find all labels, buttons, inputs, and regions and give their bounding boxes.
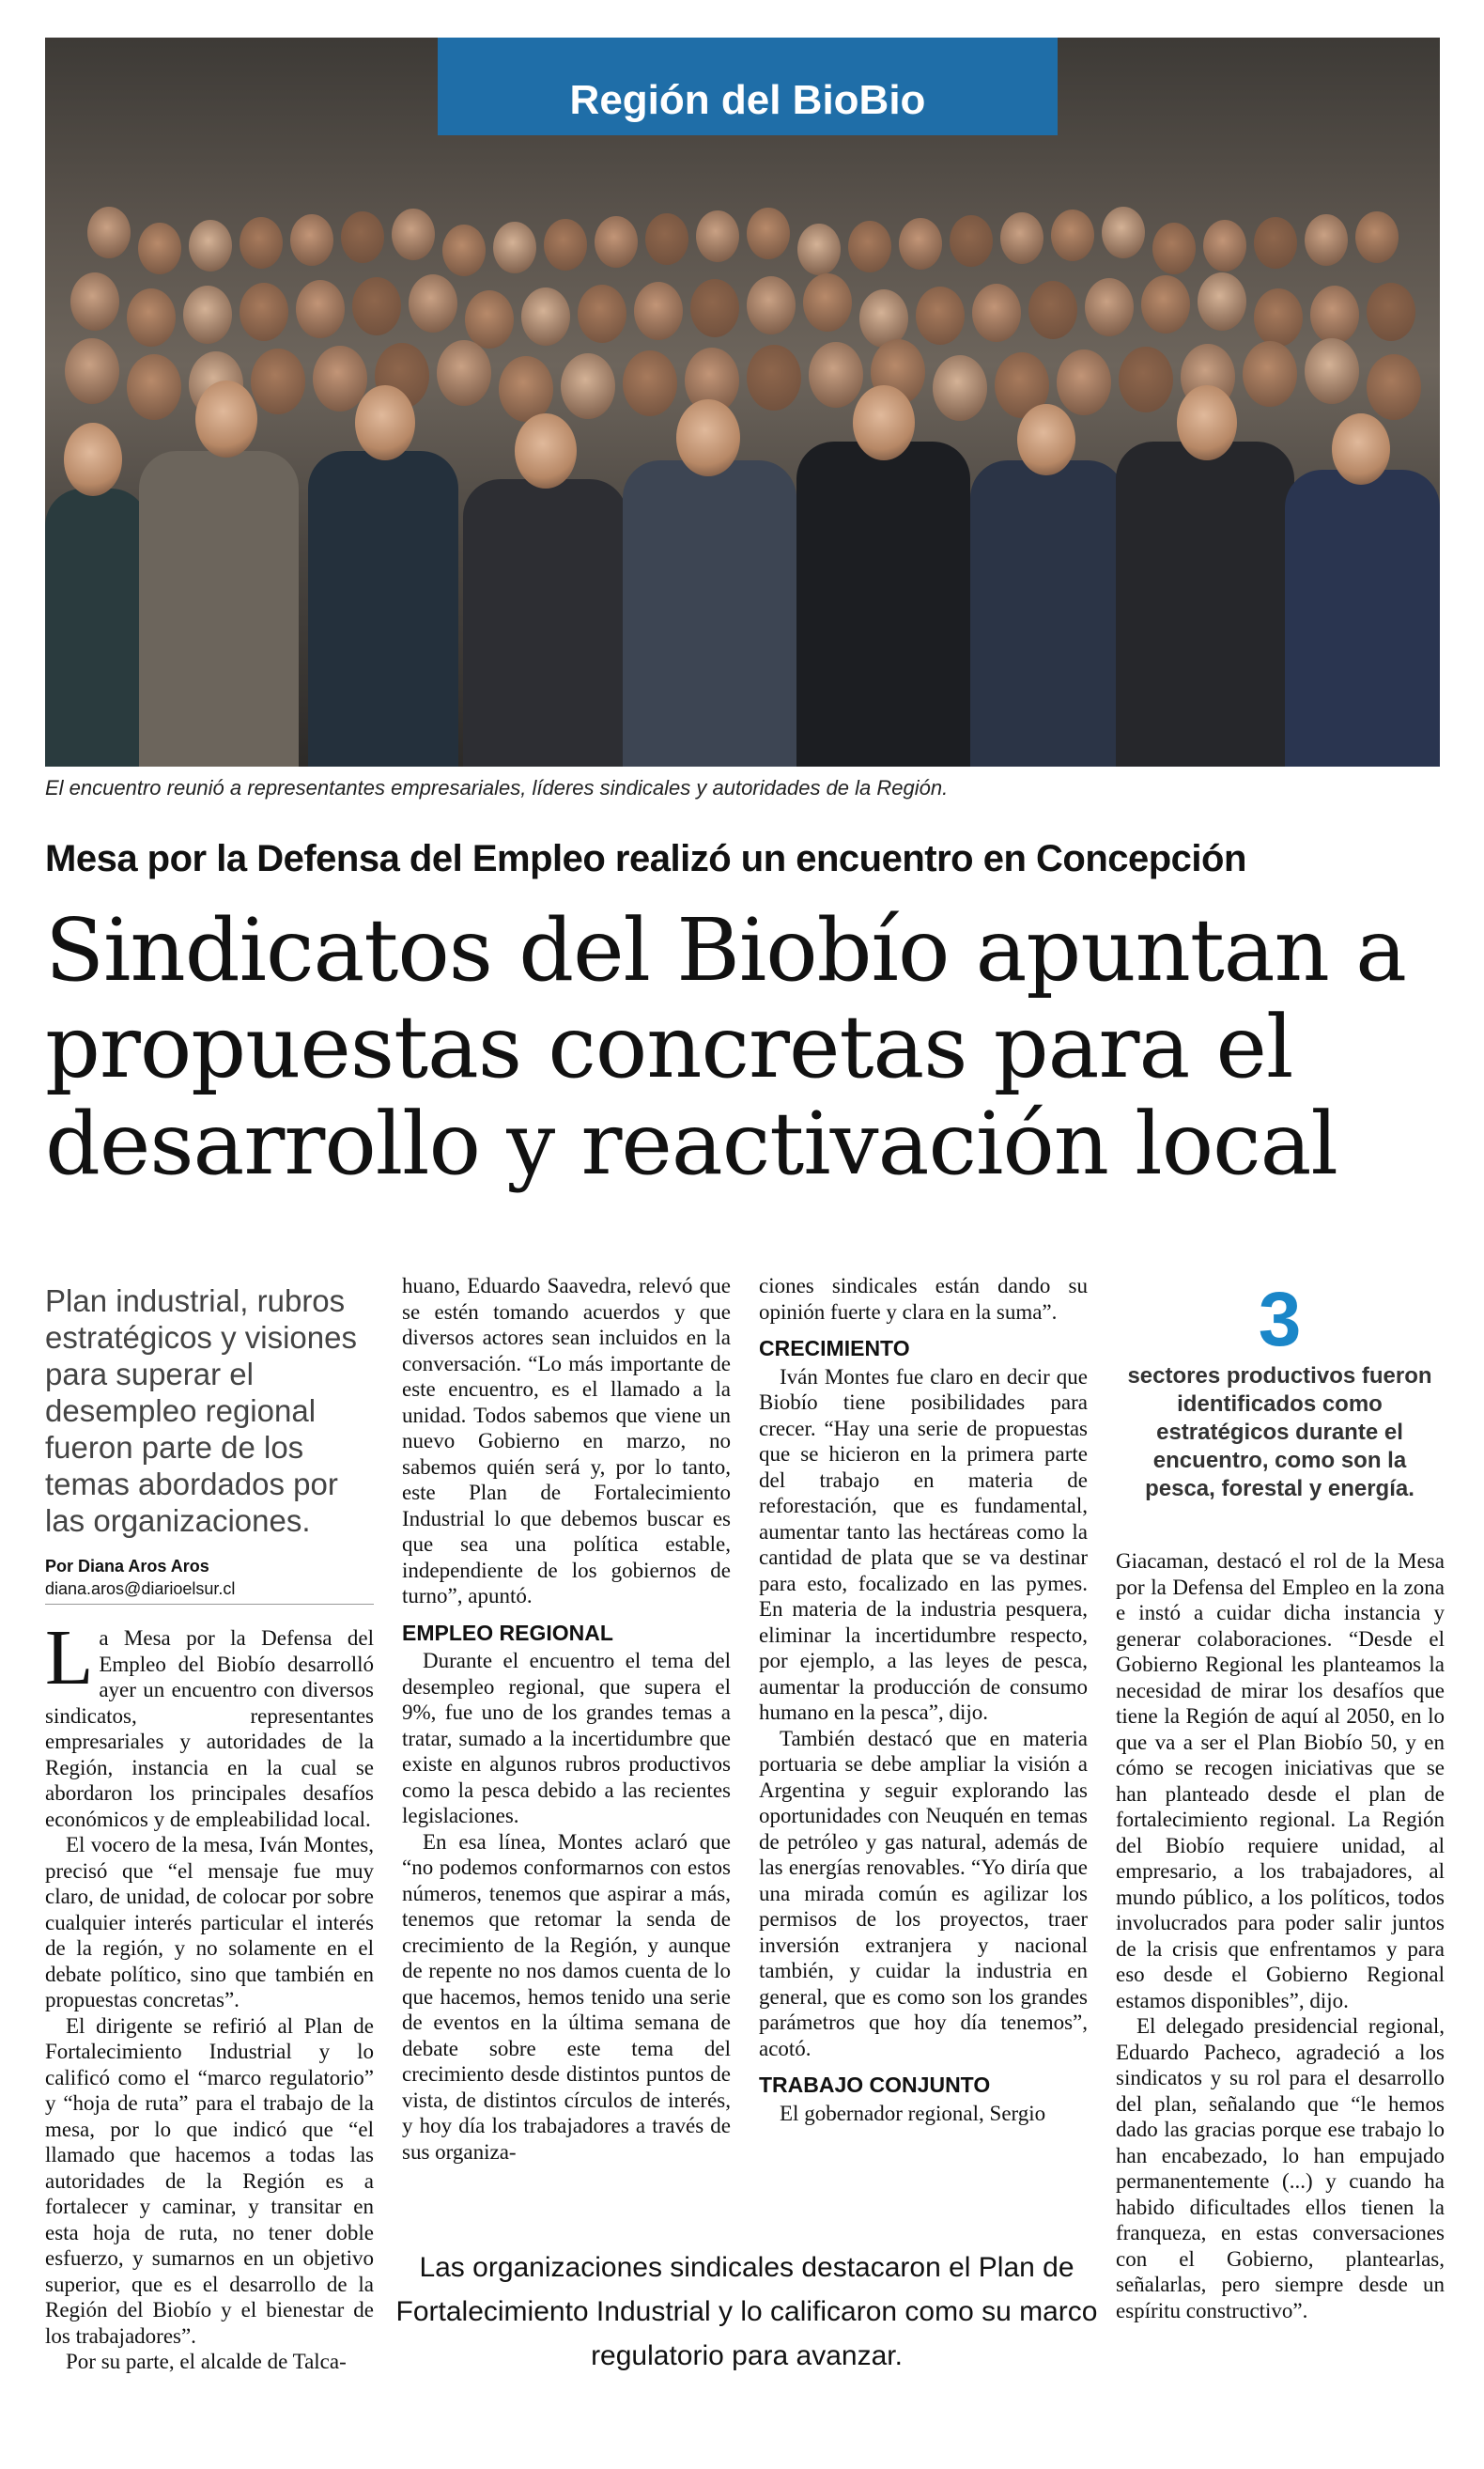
- person-head: [355, 385, 415, 460]
- person-shape: [45, 489, 148, 767]
- paragraph: También destacó que en materia portuaria se debe ampliar la visión a Argentina y seguir explorando las oportunidades con Neuquén en temas de petróleo y gas natural, además de las energías renovables. “Yo diría que una mirada común es agilizar los permisos de los proyectos, traer inversión extranjera y nacional también, y cuidar la industria en general, que es como son los grandes parámetros que hoy día tenemos”, acotó.: [759, 1726, 1088, 2060]
- person-head: [1017, 404, 1075, 475]
- crowd-head: [848, 221, 891, 272]
- crowd-head: [578, 285, 626, 343]
- byline: [45, 1555, 374, 1605]
- crowd-head: [65, 338, 119, 404]
- person-head: [853, 385, 915, 460]
- paragraph: En esa línea, Montes aclaró que “no podemos conformarnos con estos números, tenemos que aspirar a más, tenemos que retomar la senda de crecimiento de la Región, y aunque de repente no nos damos cuenta de lo que hacemos, hemos tenido una serie de eventos en la última semana de debate sobre este tema del crecimiento desde distintos puntos de vista, de distintos círculos de interés, y hoy día los trabajadores a través de sus organiza-: [402, 1829, 731, 2164]
- person-shape: [139, 451, 299, 767]
- paragraph: La Mesa por la Defensa del Empleo del Biobío desarrolló ayer un encuentro con diversos sindicatos, representantes empresariales y autoridades de la Región, instancia en la cual se abordaron los principales desafíos económicos y de empleabilidad local.: [45, 1614, 374, 1831]
- person-shape: [463, 479, 627, 767]
- article-column-1: [45, 1614, 374, 2375]
- crowd-head: [442, 225, 486, 276]
- person-shape: [623, 460, 796, 767]
- crowd-head: [70, 272, 119, 331]
- crowd-head: [392, 209, 435, 260]
- crowd-head: [747, 345, 801, 411]
- person-head: [1177, 385, 1237, 460]
- crowd-head: [803, 273, 852, 332]
- paragraph: ciones sindicales están dando su opinión fuerte y clara en la suma”.: [759, 1274, 1088, 1324]
- article-column-2: [402, 1273, 731, 2165]
- crowd-head: [499, 356, 553, 422]
- paragraph: El delegado presidencial regional, Eduardo Pacheco, agradeció a los sindicatos y su rol para el desarrollo del plan, señalando que “le hemos dado las gracias porque ese trabajo lo han encabezado, lo han empujado permanentemente (...) y cuando ha habido dificultades ellos tienen la franqueza, en estas conversaciones con el Gobierno, plantearlas, señalarlas, pero siempre desde un espíritu constructivo”.: [1116, 2014, 1445, 2322]
- person-shape: [1116, 442, 1294, 767]
- crowd-head: [183, 286, 232, 344]
- crowd-head: [1305, 338, 1359, 404]
- crowd-head: [240, 217, 283, 269]
- crowd-head: [1203, 220, 1246, 272]
- crowd-head: [127, 354, 181, 420]
- crowd-head: [747, 276, 796, 334]
- crowd-head: [696, 210, 739, 262]
- subheading-crecimiento: CRECIMIENTO: [759, 1336, 910, 1360]
- crowd-head: [1367, 354, 1421, 420]
- crowd-head: [1305, 214, 1348, 266]
- crowd-head: [623, 350, 677, 416]
- crowd-head: [290, 214, 333, 266]
- crowd-head: [251, 349, 305, 414]
- crowd-head: [1000, 212, 1043, 264]
- crowd-head: [87, 207, 131, 258]
- crowd-head: [809, 342, 863, 408]
- article-deck: Plan industrial, rubros estratégicos y visiones para superar el desempleo regional fueron parte de los temas abordados por las organizaciones.: [45, 1283, 357, 1538]
- person-shape: [970, 460, 1125, 767]
- crowd-head: [1243, 341, 1297, 407]
- subheading-trabajo-conjunto: TRABAJO CONJUNTO: [759, 2073, 991, 2097]
- paragraph: El vocero de la mesa, Iván Montes, precisó que “el mensaje fue muy claro, de unidad, de colocar por sobre cualquier interés particular el interés de la región, y no solamente en el debate político, sino que también en propuestas concretas”.: [45, 1833, 374, 2011]
- person-shape: [1285, 470, 1440, 767]
- person-head: [195, 380, 257, 458]
- person-head: [515, 413, 577, 489]
- event-banner: [438, 38, 1058, 135]
- crowd-mid-row: [45, 272, 1440, 349]
- crowd-head: [1051, 210, 1094, 261]
- crowd-head: [634, 282, 683, 340]
- crowd-head: [1367, 283, 1415, 341]
- article-headline: Sindicatos del Biobío apuntan a propuestas concretas para el desarrollo y reactivación local: [45, 900, 1406, 1194]
- pull-quote: Las organizaciones sindicales destacaron el Plan de Fortalecimiento Industrial y lo calificaron como su marco regulatorio para avanzar.: [395, 2252, 1098, 2371]
- crowd-head: [916, 287, 965, 345]
- crowd-head: [933, 355, 987, 421]
- crowd-head: [1355, 211, 1399, 263]
- crowd-head: [899, 218, 942, 270]
- person-head: [676, 399, 740, 476]
- crowd-head: [341, 211, 384, 263]
- crowd-head: [409, 274, 457, 333]
- person-shape: [796, 442, 970, 767]
- crowd-head: [1152, 223, 1196, 274]
- paragraph: Iván Montes fue claro en decir que Biobío tiene posibilidades para crecer. “Hay una serie de propuestas que se hicieron en la primera parte del trabajo en materia de reforestación, que es fundamental, aumentar tanto las hectáreas como la cantidad de plata que se va destinar para esto, focalizado en las pymes. En materia de la industria pesquera, eliminar la incertidumbre respecto, por ejemplo, a las leyes de pesca, aumentar la producción de consumo humano en la pesca”, dijo.: [759, 1364, 1088, 1724]
- person-head: [64, 423, 122, 496]
- crowd-head: [690, 279, 739, 337]
- crowd-head: [595, 216, 638, 268]
- crowd-head: [296, 280, 345, 338]
- crowd-head: [521, 287, 570, 346]
- crowd-head: [950, 215, 993, 267]
- crowd-head: [189, 220, 232, 272]
- paragraph: Giacaman, destacó el rol de la Mesa por la Defensa del Empleo en la zona e instó a cuidar dicha instancia y generar colaboraciones. “Desde el Gobierno Regional les planteamos la necesidad de mirar los desafíos que tiene la Región de aquí al 2050, en lo que va a ser el Plan Biobío 50, y en cómo se recogen iniciativas que se han planteado desde el plan de fortalecimiento regional. La Región del Biobío requiere unidad, al empresario, a los trabajadores, al mundo público, a los políticos, todos involucrados para poder salir juntos de la crisis que enfrentamos y para eso desde el Gobierno Regional estamos disponibles”, dijo.: [1116, 1549, 1445, 2012]
- paragraph: huano, Eduardo Saavedra, relevó que se estén tomando acuerdos y que diversos actores sean incluidos en la conversación. “Lo más importante de este encuentro, es el llamado a la unidad. Todos sabemos que viene un nuevo Gobierno en marzo, no sabemos quién será y, por lo tanto, este Plan de Fortalecimiento Industrial lo que debemos buscar es que sea una política estable, independiente de los gobiernos de turno”, apuntó.: [402, 1274, 731, 1607]
- article-kicker: Mesa por la Defensa del Empleo realizó un encuentro en Concepción: [45, 838, 1246, 879]
- drop-cap: L: [45, 1614, 94, 1701]
- crowd-head: [1254, 217, 1297, 269]
- crowd-back-row: [45, 207, 1440, 276]
- event-photo: [45, 38, 1440, 767]
- paragraph: El dirigente se refirió al Plan de Fortalecimiento Industrial y lo calificó como el “marco regulatorio” y “hoja de ruta” para el trabajo de la mesa, por lo que indicó que “el llamado que hacemos a todas las autoridades de la Región es a fortalecer y caminar, y transitar en esta hoja de ruta, no tener doble esfuerzo, y sumarnos en un objetivo superior, que es el desarrollo de la Región del Biobío y el bienestar de los trabajadores”.: [45, 2013, 374, 2348]
- paragraph: El gobernador regional, Sergio: [780, 2101, 1046, 2125]
- photo-caption: El encuentro reunió a representantes empresariales, líderes sindicales y autoridades de la Región.: [45, 776, 949, 800]
- crowd-head: [797, 224, 841, 275]
- crowd-head: [972, 284, 1021, 342]
- crowd-head: [493, 222, 536, 273]
- crowd-head: [1057, 349, 1111, 415]
- crowd-head: [1119, 347, 1173, 412]
- crowd-head: [1310, 286, 1359, 344]
- crowd-head: [544, 219, 587, 271]
- crowd-head: [747, 208, 790, 259]
- crowd-head: [437, 340, 491, 406]
- crowd-head: [240, 283, 288, 341]
- crowd-head: [1198, 272, 1246, 331]
- fact-number: 3: [1258, 1277, 1302, 1362]
- byline-email[interactable]: diana.aros@diarioelsur.cl: [45, 1579, 236, 1598]
- crowd-head: [352, 277, 401, 335]
- crowd-head: [1085, 278, 1134, 336]
- fact-text: sectores productivos fueron identificados como estratégicos durante el encuentro, como son la pesca, forestal y energía.: [1127, 1363, 1432, 1501]
- crowd-head: [313, 346, 367, 412]
- fact-box: [1118, 1278, 1442, 1503]
- crowd-head: [138, 223, 181, 274]
- person-head: [1332, 413, 1390, 485]
- crowd-head: [561, 353, 615, 419]
- article-column-4: [1116, 1548, 1445, 2323]
- crowd-head: [1028, 281, 1077, 339]
- subheading-empleo-regional: EMPLEO REGIONAL: [402, 1620, 613, 1645]
- paragraph: Durante el encuentro el tema del desempleo regional, que supera el 9%, fue uno de los grandes temas a tratar, sumado a la incertidumbre que existe en algunos rubros productivos como la pesca debido a las recientes legislaciones.: [402, 1649, 731, 1827]
- byline-author: Por Diana Aros Aros: [45, 1557, 209, 1576]
- crowd-head: [645, 213, 688, 265]
- crowd-head: [1102, 207, 1145, 258]
- banner-text: Región del BioBio: [569, 77, 926, 123]
- article-column-3: [759, 1273, 1088, 2126]
- crowd-head: [1141, 275, 1190, 334]
- person-shape: [308, 451, 458, 767]
- paragraph: Por su parte, el alcalde de Talca-: [66, 2350, 347, 2373]
